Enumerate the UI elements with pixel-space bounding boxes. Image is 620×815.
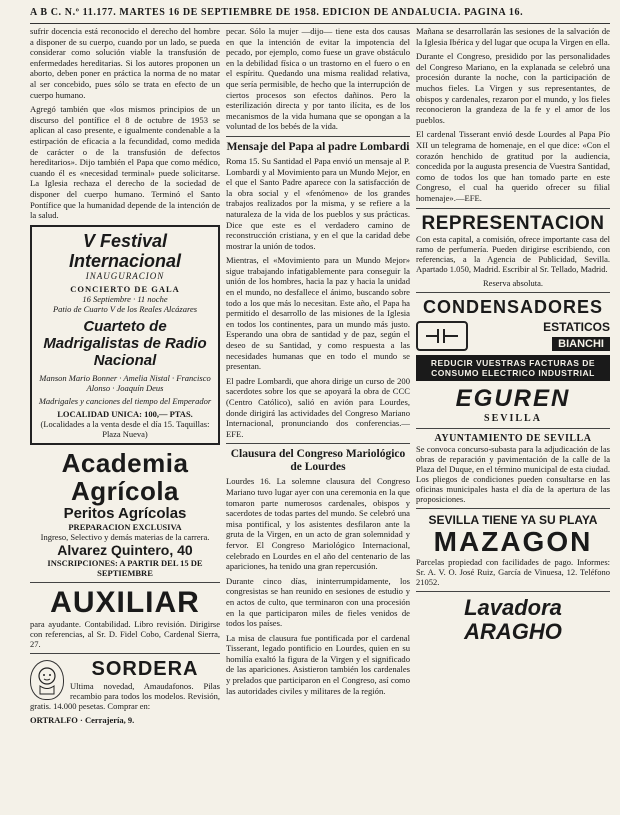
ingreso-text: Ingreso, Selectivo y demás materias de la carrera. [40, 531, 210, 542]
mazagon-text: Parcelas propiedad con facilidades de pago. Informes: Sr. A. V. O. José Ruiz, García de Vinuesa, 12. Teléfono 21052. [416, 556, 610, 587]
divider [416, 292, 610, 293]
article-text: pecar. Sólo la mujer —dijo— tiene esta dos causas en que la intención de evitar la impotencia del pecado, por ejemplo, como fuese un grave obstáculo en la debilidad física o un trastorno en el fuero o en el espíritu. Quedando una misma realidad relativa, que sería permisible, de hecho que la interrupción de ciertos procesos son efectos dañinos. Pero la esterilización directa y por tanto ilícita, es de los mecanismos de la vida humana que se opongan a la voluntad de los bebés de la vida. [226, 26, 410, 132]
program-text: Madrigales y canciones del tiempo del Emperador [38, 395, 212, 406]
representacion-text: Con esta capital, a comisión, ofrece importante casa del ramo de perfumería. Pueden dirigirse escribiendo, con referencias, a la Agencia de Publicidad, Sevilla. Apartado 1.050, Madrid. Escribir al Sr. Tellado, Madrid. [416, 233, 610, 274]
column-2 [226, 26, 410, 812]
ticket-price: LOCALIDAD UNICA: 100,— PTAS. [57, 408, 193, 419]
academia-address: Alvarez Quintero, 40 [57, 541, 193, 558]
sordera-title: SORDERA [91, 657, 199, 680]
article-text: Roma 15. Su Santidad el Papa envió un mensaje al P. Lombardi y al Movimiento para un Mundo Mejor, en el que el Santo Padre aparece con la satisfacción de la obra social y el «fenómeno» de los grandes trabajos realizados por la misma, y se refiere a la naturaleza de la vida de los pueblos y sus prácticas. Dice que este es el verdadero camino de reconstrucción cristiana, y en el que la caridad debe mostrar la unión de todos. [226, 155, 410, 251]
representacion-title: REPRESENTACION [421, 212, 605, 234]
prep-label: PREPARACION EXCLUSIVA [68, 521, 182, 532]
eguren-brand: EGUREN [455, 384, 571, 412]
column-3 [416, 26, 610, 812]
divider [30, 582, 220, 583]
face-illustration-icon [30, 660, 64, 700]
divider [30, 653, 220, 654]
bianchi-brand: BIANCHI [552, 337, 610, 351]
sordera-address: ORTRALFO · Cerrajería, 9. [30, 714, 135, 725]
concert-name: CONCIERTO DE GALA [70, 283, 180, 294]
capacitor-icon [416, 321, 468, 351]
article-text: Durante el Congreso, presidido por las personalidades del Congreso Mariano, en la explanada se celebró una procesión durante la noche, con la participación de muchos fieles. La Virgen y sus representantes, de obispos y cardenales, rezaron por el mundo, y los fieles reconocieron la grandeza de la fe y el amor de los pueblos. [416, 51, 610, 125]
lavadora-ad: Lavadora ARAGHO [464, 594, 562, 644]
mazagon-title: MAZAGON [433, 525, 593, 557]
condensadores-title: CONDENSADORES [422, 296, 604, 317]
ticket-info: (Localidades a la venta desde el día 15. Taquillas: Plaza Nueva) [40, 418, 210, 439]
article-text: Mañana se desarrollarán las sesiones de la salvación de la Iglesia Ibérica y del lugar que ocupa la Virgen en ella. [416, 26, 610, 47]
performer-title: Cuarteto de Madrigalistas de Radio Nacional [43, 317, 207, 369]
playa-headline: SEVILLA TIENE YA SU PLAYA [428, 512, 598, 527]
divider [416, 508, 610, 509]
article-text: El cardenal Tisserant envió desde Lourdes al Papa Pío XII un telegrama de homenaje, en el que dice: «Con el corazón henchido de gratitud por la audiencia, concedida por la augusta presencia de Vuestra Santidad, como de todos los que han tomado parte en este Congreso, el cual ha querido ofrecer su filial homenaje».—EFE. [416, 129, 610, 203]
article-text: La misa de clausura fue pontificada por el cardenal Tisserant, legado pontificio en Lourdes, quien en su homilía exaltó la figura de la Virgen y el significado de las apariciones. Asistieron también los cardenales y prelados que participaron en el Congreso, así como las autoridades civiles y militares de la región. [226, 632, 410, 696]
article-text: Durante cinco días, ininterrumpidamente, los congresistas se han reunido en sesiones de estudio y en actos de culto, que terminaron con una procesión en la que participaron miles de fieles venidos de todos los países. [226, 575, 410, 629]
performer-names: Manson Mario Bonner · Amelia Nistal · Francisco Alonso · Joaquín Deus [39, 372, 211, 393]
eguren-city: SEVILLA [484, 412, 542, 424]
headline-mensaje: Mensaje del Papa al padre Lombardi [226, 140, 410, 153]
divider [416, 208, 610, 209]
ayuntamiento-title: AYUNTAMIENTO DE SEVILLA [434, 432, 592, 444]
divider [416, 591, 610, 592]
column-1 [30, 26, 220, 812]
festival-ad [30, 225, 220, 445]
divider [226, 443, 410, 444]
inscripciones-text: INSCRIPCIONES: A PARTIR DEL 15 DE SEPTIEMBRE [47, 557, 203, 578]
headline-clausura: Clausura del Congreso Mariológico de Lourdes [230, 448, 406, 474]
article-text: Agregó también que «los mismos principios de un discurso del pontífice el 8 de octubre de 1953 se aplican al caso presente, e igualmente condenable a la estirpación de eficacia a la fecundidad, como medida de carácter o de la transfusión de defectos hereditarios». Dijo también el Papa que como médico, cuando él es «necesidad terminal» puede solicitarse. La Iglesia rechaza el derecho de la sociedad de disponer del cuerpo humano. Terminó el Santo Pontífice que la humanidad depende de la intención de la salud. [30, 104, 220, 221]
festival-subtitle: INAUGURACION [85, 270, 165, 281]
sordera-text: Ultima novedad, Amaudafonos. Pilas recambio para todos los modelos. Revisión, gratis. 14.000 pesetas. Comprar en: [30, 680, 220, 711]
representacion-note: Reserva absoluta. [483, 277, 543, 288]
article-text: Mientras, el «Movimiento para un Mundo Mejor» sigue trabajando infatigablemente para conseguir la unión de los hombres, hacia la paz y hacia la unidad en el mundo, no desfallece el ánimo, buscando sobre todo a los que más lo necesitan. Este año, el Papa ha permitido el desarrollo de las misiones de la Iglesia en todos los continentes, para un mundo más justo. Esperando una obra de santidad y de paz, según el deseo de su Santidad, y como respuesta a las necesidades humanas que en todo el mundo se presentan. [226, 255, 410, 372]
article-text: sufrir docencia está reconocido el derecho del hombre a disponer de su cuerpo, cuando por un lado, se pueda considerar como solución viable la transfusión de enfermedades hereditarias. Si los autores proponen un aborto, deben poner en práctica la norma de no matar al ser concebido, pues sólo se trata en efecto de un cuerpo humano. [30, 26, 220, 100]
festival-title: V Festival Internacional [68, 230, 182, 271]
ayuntamiento-text: Se convoca concurso-subasta para la adjudicación de las obras de reparación y pavimentación de la calle de la Plaza del Duque, en el término municipal de esta ciudad. Los pliegos de condiciones pueden consultarse en las oficinas municipales hasta el día de la apertura de las proposiciones. [416, 443, 610, 504]
sordera-ad [30, 658, 220, 725]
article-text: El padre Lombardi, que ahora dirige un curso de 200 sacerdotes sobre los que se apoyará la obra de CCC (Centro Católico), salió en avión para Lourdes, donde dirigirá las actividades del Congreso Mariano Internacional, pronunciando dos conferencias.—EFE. [226, 375, 410, 439]
concert-date: 16 Septiembre · 11 noche [82, 293, 168, 304]
peritos-title: Peritos Agrícolas [63, 504, 187, 522]
auxiliar-title: AUXILIAR [50, 585, 200, 619]
estaticos-label: ESTATICOS [543, 319, 610, 334]
concert-venue: Patio de Cuarto V de los Reales Alcázares [52, 303, 198, 314]
auxiliar-text: para ayudante. Contabilidad. Libro revisión. Dirigirse con referencias, al Sr. D. Fidel Cobo, Cardenal Sierra, 27. [30, 618, 220, 649]
condensadores-brand-row [416, 320, 610, 352]
page-header: A B C. N.º 11.177. MARTES 16 DE SEPTIEMBRE DE 1958. EDICION DE ANDALUCIA. PAGINA 16. [30, 7, 610, 24]
article-text: Lourdes 16. La solemne clausura del Congreso Mariano tuvo lugar ayer con una ceremonia en la que tomaron parte numerosos cardenales, obispos y sacerdotes de todas partes del mundo. Se celebró una misa pontifical, y los asistentes desfilaron ante la gruta de la Virgen, en un acto de gran solemnidad y fervor. El Congreso Mariológico Internacional, celebrado en Lourdes en el año del centenario de las apariciones, ha tenido una gran repercusión. [226, 476, 410, 572]
reducir-banner: REDUCIR VUESTRAS FACTURAS DE CONSUMO ELECTRICO INDUSTRIAL [416, 355, 610, 381]
divider [226, 136, 410, 137]
divider [416, 428, 610, 429]
academia-title: Academia Agrícola [61, 447, 189, 506]
